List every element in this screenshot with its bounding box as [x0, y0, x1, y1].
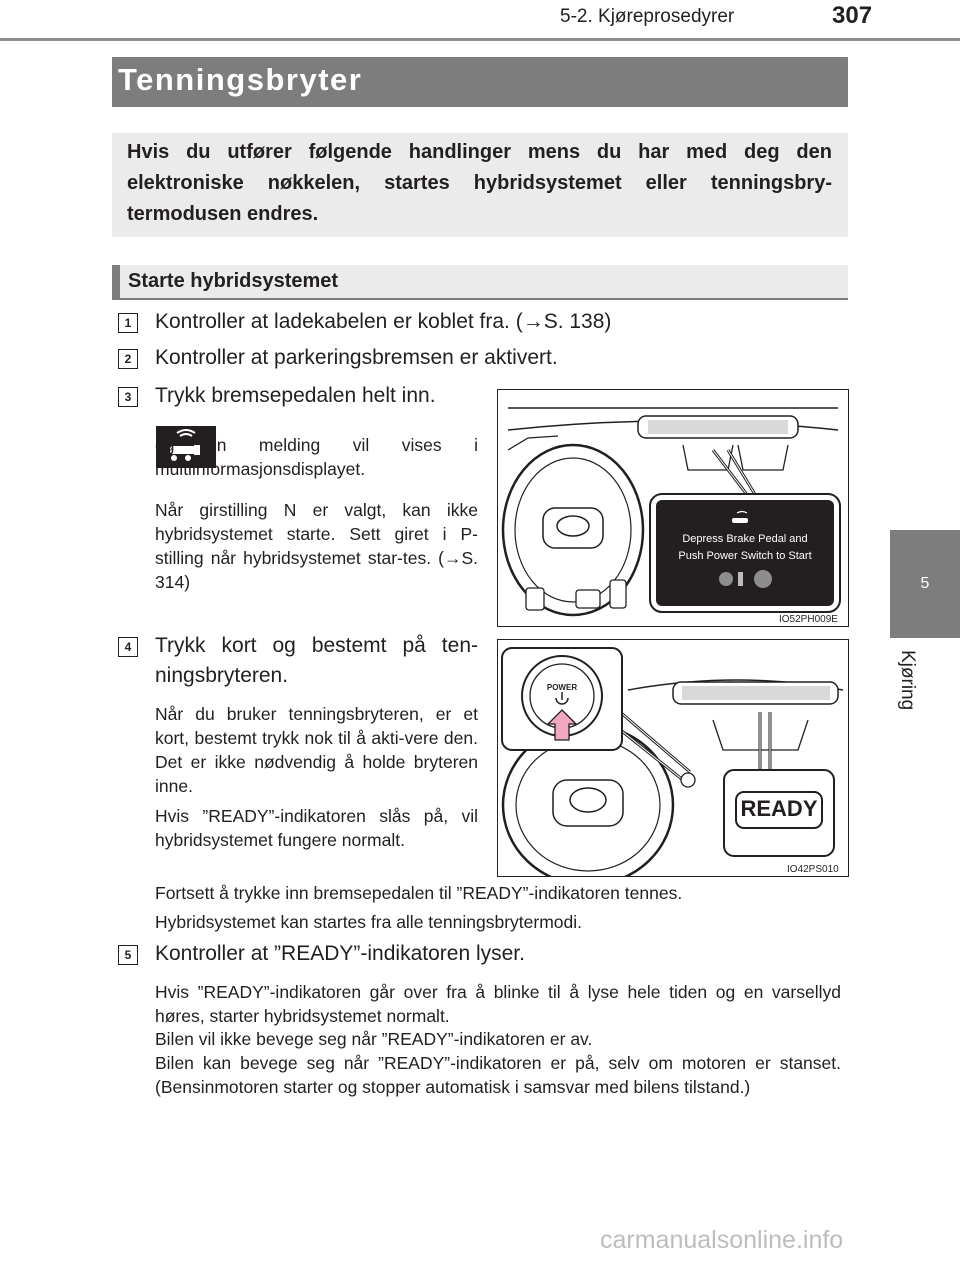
chapter-tab: 5 — [890, 530, 960, 638]
step-3-note-2: Når girstilling N er valgt, kan ikke hybridsystemet starte. Sett giret i P-stilling når hybridsystemet star-tes. (→S. 314) — [155, 500, 478, 592]
power-switch-figure — [497, 639, 849, 877]
header-divider — [0, 38, 960, 41]
display-message-line-2: Push Power Switch to Start — [678, 550, 812, 562]
section-label: 5-2. Kjøreprosedyrer — [560, 6, 735, 27]
step-5-note-1: Hvis ”READY”-indikatoren går over fra å blinke til å lyse hele tiden og en varsellyd høres, starter hybridsystemet normalt. — [155, 982, 841, 1026]
step-3-note-1: og en melding vil vises i multiinformasjonsdisplayet. — [155, 435, 478, 479]
step-5-text: Kontroller at ”READY”-indikatoren lyser. — [155, 942, 525, 965]
step-4-text-line-1: Trykk kort og bestemt på ten- — [155, 634, 478, 657]
intro-text: Hvis du utfører følgende handlinger mens du har med deg den elektroniske nøkkelen, startes hybridsystemet eller tenningsbry-termodusen endres. — [127, 141, 832, 225]
step-3-text: Trykk bremsepedalen helt inn. — [155, 384, 436, 407]
step-1-text: Kontroller at ladekabelen er koblet fra. (→S. 138) — [155, 310, 612, 333]
figure-2-code: IO42PS010 — [787, 864, 839, 875]
step-5-note-2: Bilen vil ikke bevege seg når ”READY”-indikatoren er av. — [155, 1029, 593, 1049]
step-badge-3: 3 — [118, 387, 138, 407]
step-4-text-line-2: ningsbryteren. — [155, 664, 289, 687]
dashboard-figure — [497, 389, 849, 627]
step-badge-4: 4 — [118, 637, 138, 657]
page-title: Tenningsbryter — [118, 62, 363, 97]
step-4-note-3: Fortsett å trykke inn bremsepedalen til ”READY”-indikatoren tennes. — [155, 883, 683, 903]
page-number: 307 — [832, 2, 873, 29]
watermark: carmanualsonline.info — [600, 1226, 844, 1254]
step-badge-2: 2 — [118, 349, 138, 369]
subheading: Starte hybridsystemet — [128, 270, 339, 292]
step-4-note-2: Hvis ”READY”-indikatoren slås på, vil hybridsystemet fungere normalt. — [155, 806, 478, 850]
step-badge-5: 5 — [118, 945, 138, 965]
step-4-note-1: Når du bruker tenningsbryteren, er et kort, bestemt trykk nok til å akti-vere den. Det er ikke nødvendig å holde bryteren inne. — [155, 704, 478, 796]
subheading-accent — [112, 265, 120, 300]
step-5-note-3: Bilen kan bevege seg når ”READY”-indikatoren er på, selv om motoren er stanset. (Bensinmotoren starter og stopper automatisk i samsvar med bilens tilstand.) — [155, 1053, 841, 1097]
figure-1-code: IO52PH009E — [779, 614, 838, 625]
step-4-note-4: Hybridsystemet kan startes fra alle tenningsbrytermodi. — [155, 912, 582, 932]
chapter-title: Kjøring — [897, 650, 918, 711]
step-2-text: Kontroller at parkeringsbremsen er aktivert. — [155, 346, 558, 369]
power-button-label: POWER — [546, 683, 578, 692]
step-badge-1: 1 — [118, 313, 138, 333]
display-message-line-1: Depress Brake Pedal and — [682, 533, 808, 545]
ready-indicator-label: READY — [740, 796, 818, 821]
